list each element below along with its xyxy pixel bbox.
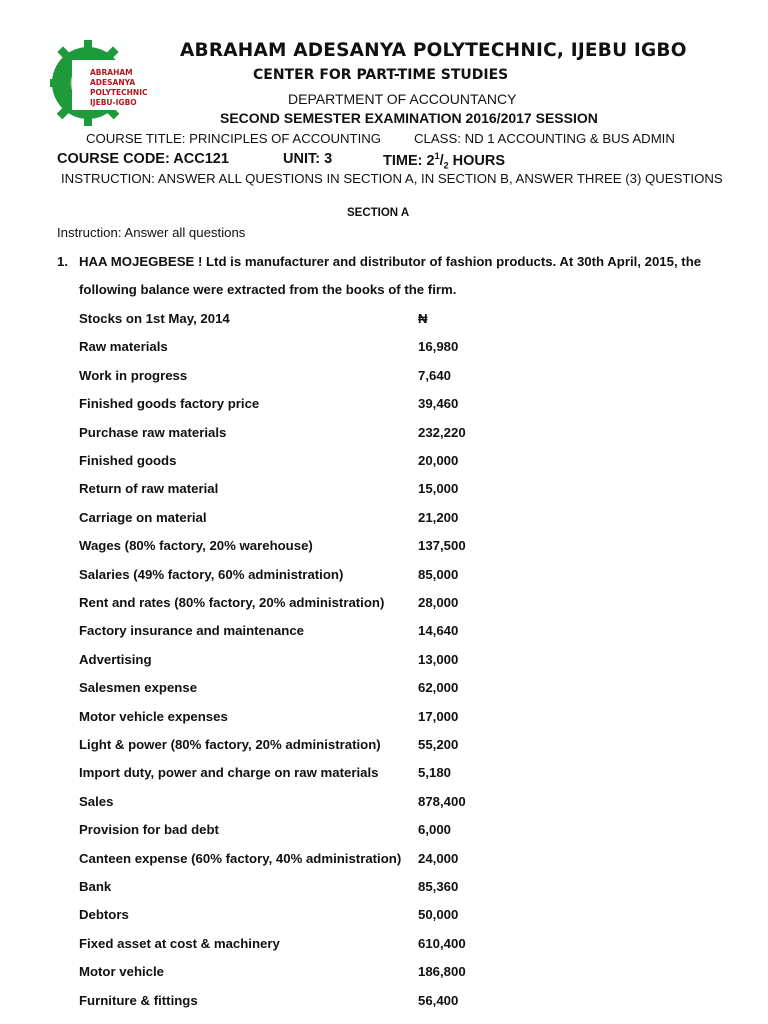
balance-value: 55,200: [418, 737, 459, 752]
balance-label: Provision for bad debt: [79, 822, 219, 838]
balance-value: 21,200: [418, 509, 459, 525]
question-line-1: HAA MOJEGBESE ! Ltd is manufacturer and distributor of fashion products. At 30th April, 2015, the: [79, 254, 702, 269]
balance-label: Finished goods factory price: [79, 396, 260, 412]
balance-row: [79, 425, 759, 445]
balance-row: [79, 368, 759, 388]
balance-row: [79, 709, 759, 729]
balance-value: 15,000: [418, 481, 459, 497]
balance-label: Wages (80% factory, 20% warehouse): [79, 538, 313, 554]
balance-row: [79, 964, 759, 984]
logo-line-4: IJEBU-IGBO: [90, 98, 137, 107]
balance-row: [79, 765, 759, 785]
balance-row: [79, 453, 759, 473]
question-number: 1.: [57, 254, 68, 269]
balance-label: Rent and rates (80% factory, 20% administration): [79, 595, 385, 610]
course-title: COURSE TITLE: PRINCIPLES OF ACCOUNTING: [86, 131, 382, 146]
balance-row: [79, 396, 759, 416]
balance-row: [79, 652, 759, 672]
balance-label: Carriage on material: [79, 509, 207, 525]
balance-row: [79, 538, 759, 558]
balance-label: Advertising: [79, 651, 152, 667]
balance-row: [79, 567, 759, 587]
logo-text: [90, 68, 148, 108]
balance-value: ₦: [418, 311, 428, 326]
unit-info: UNIT: 3: [283, 151, 333, 167]
exam-title: SECOND SEMESTER EXAMINATION 2016/2017 SESSION: [220, 110, 598, 126]
balance-row: [79, 879, 759, 899]
balance-value: 13,000: [418, 651, 459, 667]
section-instruction: Instruction: Answer all questions: [57, 225, 246, 240]
balance-label: Motor vehicle: [79, 964, 165, 980]
balance-row: [79, 907, 759, 927]
balance-row: [79, 339, 759, 359]
balance-row: [79, 936, 759, 956]
question-line-2: following balance were extracted from the books of the firm.: [79, 282, 457, 297]
department-name: DEPARTMENT OF ACCOUNTANCY: [288, 91, 517, 107]
balance-label: Purchase raw materials: [79, 424, 227, 440]
balance-label: Furniture & fittings: [79, 992, 198, 1008]
balance-label: Salaries (49% factory, 60% administration): [79, 566, 344, 582]
balance-value: 186,800: [418, 964, 466, 980]
time-slash: /: [439, 152, 444, 169]
logo-line-3: POLYTECHNIC: [90, 88, 148, 97]
balance-value: 28,000: [418, 595, 459, 610]
balance-label: Bank: [79, 879, 112, 894]
balance-row: [79, 481, 759, 501]
time-suffix: HOURS: [448, 152, 506, 169]
balance-row: [79, 595, 759, 615]
balance-value: 39,460: [418, 396, 459, 412]
balance-value: 137,500: [418, 538, 466, 554]
balance-label: Debtors: [79, 907, 129, 923]
time-sub: 2: [443, 160, 449, 171]
section-title: SECTION A: [347, 207, 410, 219]
balance-label: Return of raw material: [79, 481, 219, 497]
balance-label: Finished goods: [79, 453, 177, 468]
balance-value: 14,640: [418, 623, 459, 639]
balance-row: [79, 623, 759, 643]
balance-label: Work in progress: [79, 367, 188, 383]
balance-value: 50,000: [418, 907, 459, 923]
balance-label: Fixed asset at cost & machinery: [79, 935, 280, 951]
balance-value: 878,400: [418, 793, 466, 809]
course-code: COURSE CODE: ACC121: [57, 151, 229, 167]
balance-label: Canteen expense (60% factory, 40% administration): [79, 850, 402, 866]
balance-value: 20,000: [418, 453, 459, 468]
balance-row: [79, 822, 759, 842]
balance-value: 85,360: [418, 879, 459, 894]
balance-row: [79, 794, 759, 814]
exam-instruction: INSTRUCTION: ANSWER ALL QUESTIONS IN SECTION A, IN SECTION B, ANSWER THREE (3) QUESTIONS: [61, 171, 723, 186]
balance-label: Raw materials: [79, 339, 168, 355]
balance-value: 56,400: [418, 992, 459, 1008]
balance-label: Light & power (80% factory, 20% administration): [79, 737, 381, 752]
balance-label: Import duty, power and charge on raw materials: [79, 765, 379, 781]
balance-value: 85,000: [418, 566, 459, 582]
logo-line-2: ADESANYA: [90, 78, 136, 87]
balance-value: 610,400: [418, 935, 466, 951]
balance-row: [79, 311, 759, 331]
balance-value: 62,000: [418, 680, 459, 696]
time-prefix: TIME: 2: [383, 152, 435, 169]
balance-label: Motor vehicle expenses: [79, 708, 228, 724]
balance-row: [79, 851, 759, 871]
polytechnic-logo: [50, 40, 148, 126]
center-name: CENTER FOR PART-TIME STUDIES: [253, 67, 509, 83]
balance-row: [79, 680, 759, 700]
balance-value: 17,000: [418, 708, 459, 724]
balance-value: 24,000: [418, 850, 459, 866]
balance-value: 232,220: [418, 424, 466, 440]
balance-label: Stocks on 1st May, 2014: [79, 311, 230, 326]
class-info: CLASS: ND 1 ACCOUNTING & BUS ADMIN: [414, 131, 675, 146]
time-sup: 1: [434, 151, 440, 161]
balance-row: [79, 993, 759, 1013]
balance-value: 16,980: [418, 339, 459, 355]
balance-label: Factory insurance and maintenance: [79, 623, 304, 639]
time-info: [383, 151, 505, 171]
balance-label: Sales: [79, 793, 114, 809]
balance-row: [79, 510, 759, 530]
balance-label: Salesmen expense: [79, 680, 198, 696]
balance-value: 6,000: [418, 822, 452, 838]
logo-line-1: ABRAHAM: [90, 68, 133, 77]
balance-value: 5,180: [418, 765, 452, 781]
school-name: ABRAHAM ADESANYA POLYTECHNIC, IJEBU IGBO: [180, 40, 687, 61]
balance-value: 7,640: [418, 367, 452, 383]
balance-row: [79, 737, 759, 757]
